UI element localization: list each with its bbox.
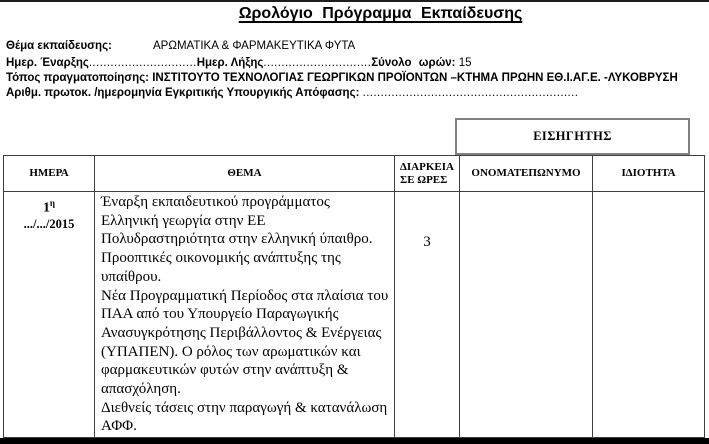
header-cell-duration bbox=[395, 156, 460, 192]
dates-line bbox=[6, 57, 472, 70]
topic-line: Ελληνική γεωργία στην ΕΕ bbox=[101, 212, 266, 229]
topic-line: Έναρξη εκπαιδευτικού προγράμματος bbox=[101, 194, 330, 210]
day-ordinal-suffix: η bbox=[49, 198, 55, 208]
topic-cell bbox=[95, 192, 395, 438]
instructor-capacity-cell bbox=[593, 192, 705, 438]
top-rule bbox=[0, 0, 709, 2]
bottom-rule bbox=[0, 438, 709, 444]
instructor-box-label: ΕΙΣΗΓΗΤΗΣ bbox=[533, 129, 612, 143]
day-ordinal: $1^\eta$ bbox=[43, 198, 55, 215]
page-title bbox=[0, 5, 709, 23]
subject-value: ΑΡΩΜΑΤΙΚΑ & ΦΑΡΜΑΚΕΥΤΙΚΑ ΦΥΤΑ bbox=[153, 40, 356, 52]
subject-label: Θέμα εκπαίδευσης: bbox=[6, 40, 112, 52]
table-header-row bbox=[4, 156, 705, 192]
topic-line: Προοπτικές οικονομικής ανάπτυξης της υπαίθρου. bbox=[101, 250, 341, 285]
end-date-dotted-fill: .............................. bbox=[263, 57, 372, 69]
header-cell-day: ΗΜΕΡΑ bbox=[4, 156, 95, 192]
schedule-table bbox=[3, 155, 705, 438]
approval-dotted-fill: ............................................................ bbox=[362, 87, 579, 99]
total-hours-value: 15 bbox=[458, 57, 472, 69]
header-cell-duration-line2: ΣΕ ΩΡΕΣ bbox=[400, 173, 448, 186]
start-date-label: Ημερ. Έναρξης bbox=[6, 57, 89, 69]
topic-line: Πολυδραστηριότητα στην ελληνική ύπαιθρο. bbox=[101, 231, 373, 248]
header-cell-capacity: ΙΔΙΟΤΗΤΑ bbox=[593, 156, 705, 192]
page-title-text: Ωρολόγιο Πρόγραμμα Εκπαίδευσης bbox=[238, 5, 523, 22]
approval-line bbox=[6, 87, 578, 100]
header-cell-duration-line1: ΔΙΑΡΚΕΙΑ bbox=[400, 160, 454, 173]
header-cell-topic: ΘΕΜΑ bbox=[95, 156, 395, 192]
header-cell-name: ΟΝΟΜΑΤΕΠΩΝΥΜΟ bbox=[460, 156, 593, 192]
duration-cell: 3 bbox=[395, 192, 460, 438]
end-date-label: Ημερ. Λήξης bbox=[196, 57, 264, 69]
instructor-name-cell bbox=[460, 192, 593, 438]
topic-line: Νέα Προγραμματική Περίοδος στα πλαίσια του ΠΑΑ από του Υπουργείο Παραγωγικής Ανασυγκρότησης Περιβάλλοντος & Ενέργειας (ΥΠΑΠΕΝ). Ο ρόλος των αρωματικών και φαρμακευτικών φυτών στην ανάπτυξη & απασχόληση. bbox=[101, 287, 389, 398]
table-row bbox=[4, 192, 705, 438]
topic-line: Διεθνείς τάσεις στην παραγωγή & κατανάλωση ΑΦΦ. bbox=[101, 399, 388, 435]
location-line bbox=[6, 72, 678, 85]
location-value: ΙΝΣΤΙΤΟΥΤΟ ΤΕΧΝΟΛΟΓΙΑΣ ΓΕΩΡΓΙΚΩΝ ΠΡΟΪΟΝΤΩΝ –ΚΤΗΜΑ ΠΡΩΗΝ ΕΘ.Ι.ΑΓ.Ε. -ΛΥΚΟΒΡΥΣΗ bbox=[152, 72, 678, 84]
total-hours-label: Σύνολο ωρών: bbox=[371, 57, 456, 69]
subject-line bbox=[6, 40, 355, 53]
location-label: Τόπος πραγματοποίησης: bbox=[6, 72, 149, 84]
approval-label: Αριθμ. πρωτοκ. /ημερομηνία Εγκριτικής Υπουργικής Απόφασης: bbox=[6, 87, 360, 99]
day-date: .../.../2015 bbox=[23, 216, 75, 231]
instructor-box bbox=[455, 118, 690, 155]
day-cell bbox=[4, 192, 95, 438]
start-date-dotted-fill: .............................. bbox=[88, 57, 197, 69]
